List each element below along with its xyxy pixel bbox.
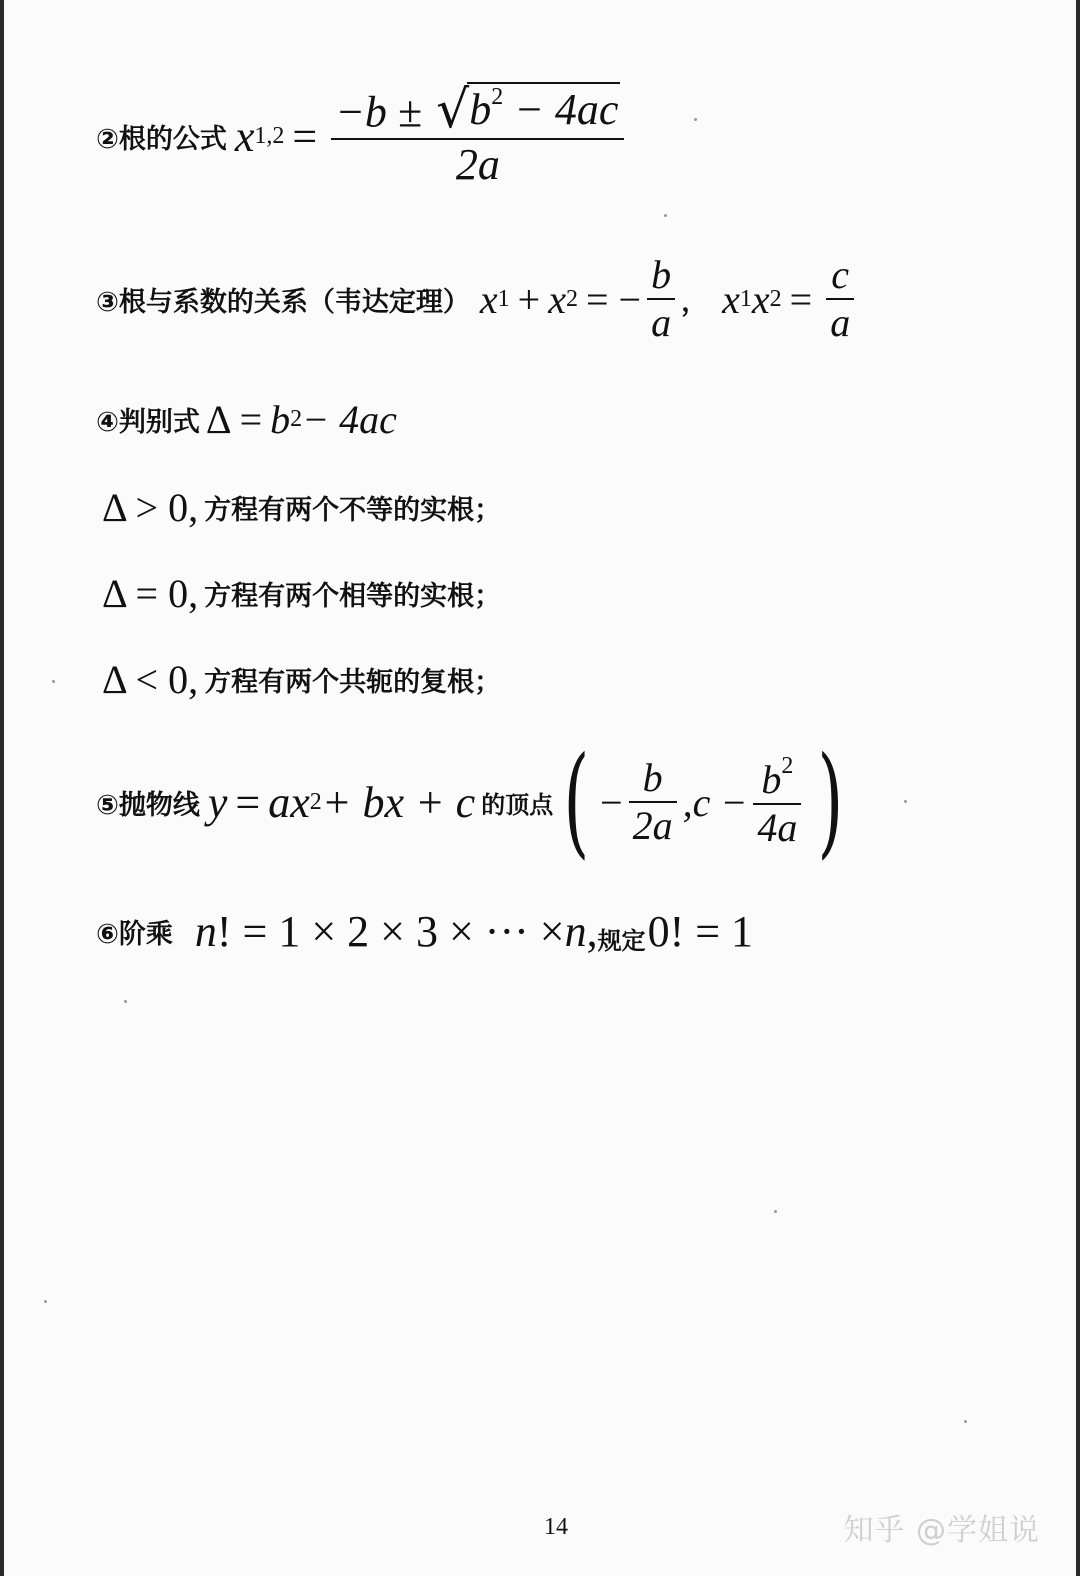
vieta-sep: ， <box>681 286 709 318</box>
case-positive <box>102 484 501 531</box>
case-positive-text: 方程有两个不等的实根； <box>204 495 502 526</box>
vieta-label: ③根与系数的关系（韦达定理） <box>96 286 470 318</box>
vertex-fraction-2 <box>753 753 801 851</box>
case-zero-text: 方程有两个相等的实根； <box>204 581 502 612</box>
discriminant-row <box>96 396 397 443</box>
vertex-left-paren: ( <box>563 732 590 871</box>
vertex-f2-den: 4a <box>757 805 798 850</box>
parabola-label: ⑤抛物线 <box>96 789 200 821</box>
vieta-sub1: 1 <box>497 285 510 312</box>
vieta-x2: x <box>548 276 566 322</box>
page-number: 14 <box>544 1514 568 1540</box>
radicand-rest: − 4ac <box>503 85 619 134</box>
vertex-minus: − <box>600 779 623 825</box>
case-negative-text: 方程有两个共轭的复根； <box>204 667 502 698</box>
vieta-sub2b: 2 <box>769 285 782 312</box>
roots-num-pre: −b ± <box>335 87 423 137</box>
factorial-label: ⑥阶乘 <box>96 919 173 950</box>
discriminant-eq: = <box>239 397 263 442</box>
discriminant-rest: − 4ac <box>302 397 397 442</box>
roots-formula-row <box>96 79 630 191</box>
factorial-expr: ! = 1 × 2 × 3 × ··· × <box>216 907 565 956</box>
factorial-rule: 0! = 1 <box>647 907 754 956</box>
vertex-f2-num-exp: 2 <box>781 753 794 779</box>
discriminant-b: b <box>270 397 291 442</box>
vieta-f1-den: a <box>651 300 672 345</box>
factorial-rule-label: 规定 <box>597 927 646 955</box>
discriminant-delta: Δ <box>205 397 232 442</box>
vieta-f2-den: a <box>830 300 851 345</box>
parabola-exp: 2 <box>309 788 322 815</box>
vieta-x1b: x <box>722 276 740 322</box>
roots-den: 2a <box>455 140 500 190</box>
vieta-eq2: = <box>789 276 813 322</box>
vertex-fraction-1 <box>629 755 677 849</box>
case-positive-expr: Δ > 0, <box>102 485 199 530</box>
vieta-sub2: 2 <box>565 285 578 312</box>
roots-formula-label: ②根的公式 <box>96 123 227 155</box>
case-negative <box>102 656 501 703</box>
case-zero-expr: Δ = 0, <box>102 571 199 616</box>
case-zero <box>102 570 501 617</box>
vieta-eq: = − <box>585 276 642 322</box>
vieta-x2b: x <box>751 276 770 322</box>
vieta-sub1b: 1 <box>739 285 752 312</box>
vieta-fraction-2 <box>826 252 854 346</box>
vieta-f1-num: b <box>651 252 672 297</box>
parabola-y: y <box>207 777 228 827</box>
radicand-base: b <box>469 85 492 134</box>
roots-lhs-var: x <box>234 111 255 161</box>
vieta-x1: x <box>479 276 498 322</box>
discriminant-exp: 2 <box>290 406 303 432</box>
vertex-f2-num-base: b <box>761 757 782 802</box>
parabola-eq: = <box>235 777 261 827</box>
vieta-fraction-1 <box>647 252 675 346</box>
parabola-rest: + bx + c <box>321 777 476 827</box>
vertex-f1-num: b <box>642 755 663 800</box>
roots-lhs-sub: 1,2 <box>254 122 285 149</box>
factorial-n: n <box>194 907 217 956</box>
vertex-label: 的顶点 <box>481 790 554 819</box>
watermark: 知乎 @学姐说 <box>843 1513 1040 1548</box>
vertex-right-paren: ) <box>817 732 844 871</box>
roots-eq: = <box>292 111 318 161</box>
radicand-exp: 2 <box>491 84 504 110</box>
sqrt-symbol: √ $b^2 - 4ac$ <box>436 79 619 140</box>
vieta-plus: + <box>517 276 541 322</box>
factorial-n2: n <box>564 907 587 956</box>
vieta-f2-num: c <box>831 252 850 297</box>
factorial-comma: , <box>586 907 598 956</box>
parabola-ax: ax <box>268 777 310 827</box>
discriminant-label: ④判别式 <box>96 407 200 438</box>
case-negative-expr: Δ < 0, <box>102 657 199 702</box>
vertex-comma-c: ,c − <box>682 779 748 825</box>
parabola-row <box>96 732 854 871</box>
vertex-f1-den: 2a <box>632 803 673 848</box>
roots-fraction <box>331 79 624 191</box>
vieta-row <box>96 252 860 346</box>
factorial-row <box>96 906 753 957</box>
